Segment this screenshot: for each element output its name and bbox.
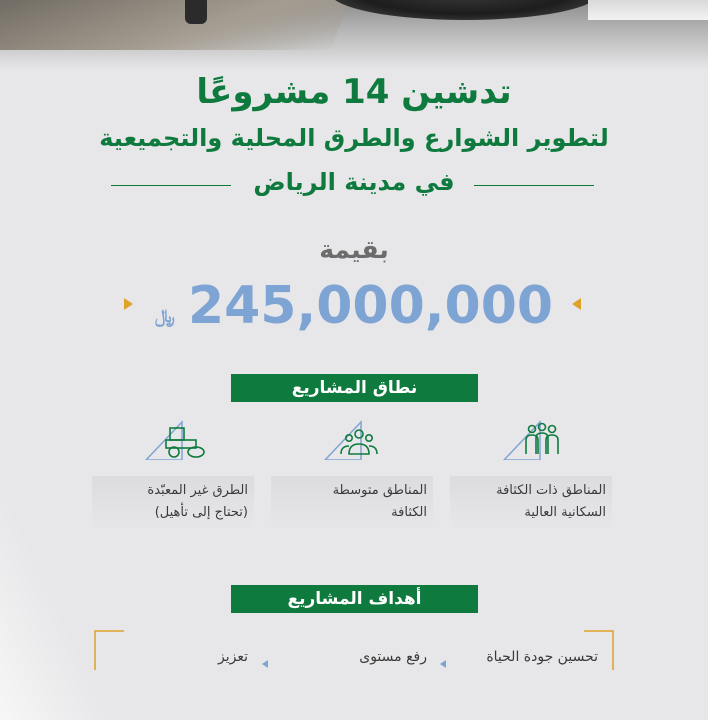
light-streak-decoration: [0, 500, 111, 720]
scope-text-line1: المناطق متوسطة: [332, 483, 427, 498]
road-roller-icon: [144, 420, 214, 460]
scope-text-line2: السكانية العالية: [524, 505, 606, 520]
people-group-icon: [502, 420, 572, 460]
goal-item-enhance: تعزيز: [218, 649, 248, 665]
goal-separator-icon: [440, 660, 446, 668]
scope-text-line2: الكثافة: [391, 505, 427, 520]
headline-title: تدشين 14 مشروعًا: [196, 72, 512, 112]
scope-text-box: [92, 476, 254, 530]
goal-item-quality-of-life: تحسين جودة الحياة: [486, 649, 598, 665]
scope-title-banner: نطاق المشاريع: [231, 374, 478, 402]
worker-image: [185, 0, 207, 24]
road-image: [0, 0, 349, 50]
people-icon: [323, 420, 393, 460]
hero-photo: [0, 0, 708, 70]
goal-separator-icon: [262, 660, 268, 668]
scope-text-box: [271, 476, 433, 530]
scope-text-line2: (تحتاج إلى تأهيل): [154, 505, 248, 520]
scope-text-box: [450, 476, 612, 530]
headline-subtitle: لتطوير الشوارع والطرق المحلية والتجميعية: [99, 124, 609, 152]
amount-value: 245,000,000: [187, 276, 554, 336]
curb-image: [588, 0, 708, 20]
goal-item-raise-level: رفع مستوى: [359, 649, 427, 665]
divider-right: [474, 185, 594, 186]
goals-title-banner: أهداف المشاريع: [231, 585, 478, 613]
headline-city: في مدينة الرياض: [253, 168, 455, 196]
currency-symbol: ﷼: [154, 305, 175, 327]
scope-text-line1: الطرق غير المعبّدة: [147, 483, 248, 498]
amount-row: [0, 276, 708, 336]
scope-text-line1: المناطق ذات الكثافة: [496, 483, 606, 498]
divider-left: [111, 185, 231, 186]
value-label: بقيمة: [319, 235, 389, 264]
roller-drum-image: [330, 0, 600, 20]
